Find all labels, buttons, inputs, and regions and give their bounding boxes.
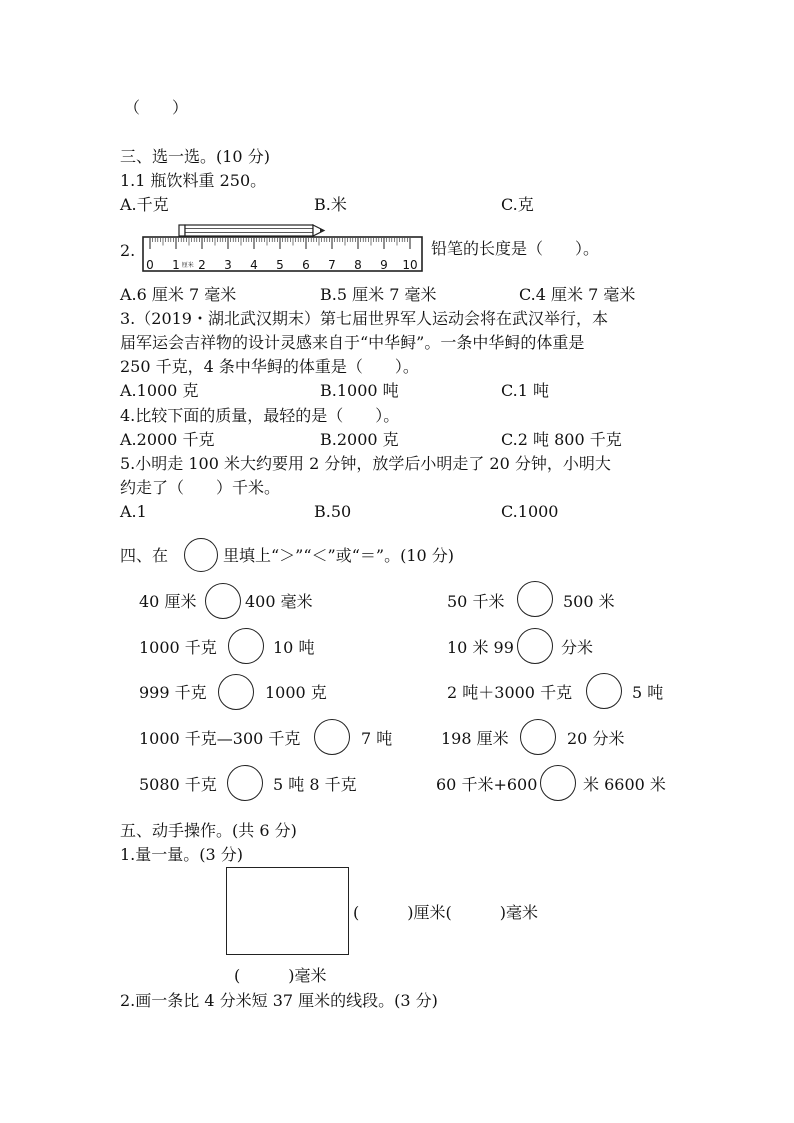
compare-circle[interactable]: [218, 674, 254, 710]
q5-option-c: C.1000: [501, 502, 559, 521]
answer-paren: （ ）: [124, 98, 189, 117]
ruler-tick-label: 1: [172, 258, 180, 272]
compare-circle[interactable]: [228, 628, 264, 664]
compare-right: 分米: [561, 638, 594, 657]
ruler-tick-label: 4: [250, 258, 258, 272]
section-3-title: 三、选一选。(10 分): [120, 147, 270, 166]
compare-circle[interactable]: [517, 581, 553, 617]
measure-stem: 1.量一量。(3 分): [120, 845, 244, 864]
q3-line-1: 3.（2019・湖北武汉期末）第七届世界军人运动会将在武汉举行，本: [120, 309, 608, 328]
q4-option-b: B.2000 克: [320, 430, 399, 449]
compare-circle[interactable]: [517, 628, 553, 664]
compare-circle-example: [184, 538, 218, 572]
compare-right: 5 吨: [632, 683, 664, 702]
q4-option-c: C.2 吨 800 千克: [501, 430, 622, 449]
q3-option-a: A.1000 克: [120, 381, 199, 400]
compare-circle[interactable]: [520, 719, 556, 755]
compare-circle[interactable]: [586, 673, 622, 709]
ruler-tick-label: 9: [380, 258, 388, 272]
draw-line-stem: 2.画一条比 4 分米短 37 厘米的线段。(3 分): [120, 991, 438, 1010]
ruler-pencil-figure: [140, 222, 426, 274]
compare-circle[interactable]: [227, 765, 263, 801]
compare-right: 500 米: [563, 592, 615, 611]
q3-option-c: C.1 吨: [501, 381, 550, 400]
measure-side-answer: ( )厘米( )毫米: [353, 903, 538, 922]
q2-option-c: C.4 厘米 7 毫米: [519, 285, 636, 304]
q5-line-1: 5.小明走 100 米大约要用 2 分钟，放学后小明走了 20 分钟，小明大: [120, 454, 611, 473]
section-4-title: 里填上“＞”“＜”或“＝”。(10 分): [223, 546, 455, 565]
ruler-tick-label: 5: [276, 258, 284, 272]
ruler-tick-label: 7: [328, 258, 336, 272]
q2-number: 2.: [120, 241, 136, 260]
compare-circle[interactable]: [314, 719, 350, 755]
ruler-tick-label: 2: [198, 258, 206, 272]
ruler-tick-label: 3: [224, 258, 232, 272]
q2-stem: 铅笔的长度是（ ）。: [431, 239, 600, 258]
compare-left: 5080 千克: [139, 775, 217, 794]
q2-option-b: B.5 厘米 7 毫米: [320, 285, 437, 304]
compare-circle[interactable]: [540, 765, 576, 801]
measure-rectangle: [226, 867, 349, 955]
q4-stem: 4.比较下面的质量，最轻的是（ ）。: [120, 406, 400, 425]
compare-left: 50 千米: [447, 592, 505, 611]
q3-line-3: 250 千克，4 条中华鲟的体重是（ ）。: [120, 357, 419, 376]
ruler-tick-label: 0: [146, 258, 154, 272]
section-5-title: 五、动手操作。(共 6 分): [120, 821, 297, 840]
pencil-icon: [179, 225, 324, 236]
q4-option-a: A.2000 千克: [120, 430, 215, 449]
compare-right: 10 吨: [273, 638, 315, 657]
ruler-tick-label: 8: [354, 258, 362, 272]
ruler-unit-label: 厘米: [181, 262, 194, 269]
compare-right: 400 毫米: [245, 592, 313, 611]
compare-right: 20 分米: [567, 729, 625, 748]
ruler-tick-label: 10: [402, 258, 418, 272]
compare-right: 5 吨 8 千克: [273, 775, 357, 794]
compare-left: 10 米 99: [447, 638, 514, 657]
q3-line-2: 届军运会吉祥物的设计灵感来自于“中华鲟”。一条中华鲟的体重是: [120, 333, 585, 352]
compare-left: 198 厘米: [441, 729, 509, 748]
q3-option-b: B.1000 吨: [320, 381, 399, 400]
compare-left: 999 千克: [139, 683, 207, 702]
q1-stem: 1.1 瓶饮料重 250。: [120, 171, 267, 190]
q5-line-2: 约走了（ ）千米。: [120, 478, 281, 497]
section-4-title-prefix: 四、在: [120, 546, 169, 565]
compare-left: 1000 千克: [139, 638, 217, 657]
compare-right: 米 6600 米: [583, 775, 666, 794]
compare-left: 1000 千克—300 千克: [139, 729, 301, 748]
measure-bottom-answer: ( )毫米: [234, 966, 327, 985]
compare-left: 60 千米+600: [436, 775, 538, 794]
compare-left: 2 吨＋3000 千克: [447, 683, 573, 702]
compare-right: 7 吨: [361, 729, 393, 748]
q1-option-a: A.千克: [120, 195, 169, 214]
q1-option-b: B.米: [314, 195, 347, 214]
q2-option-a: A.6 厘米 7 毫米: [120, 285, 237, 304]
compare-left: 40 厘米: [139, 592, 197, 611]
q5-option-b: B.50: [314, 502, 352, 521]
compare-circle[interactable]: [205, 583, 241, 619]
compare-right: 1000 克: [265, 683, 327, 702]
q5-option-a: A.1: [120, 502, 147, 521]
q1-option-c: C.克: [501, 195, 534, 214]
ruler-tick-label: 6: [302, 258, 310, 272]
